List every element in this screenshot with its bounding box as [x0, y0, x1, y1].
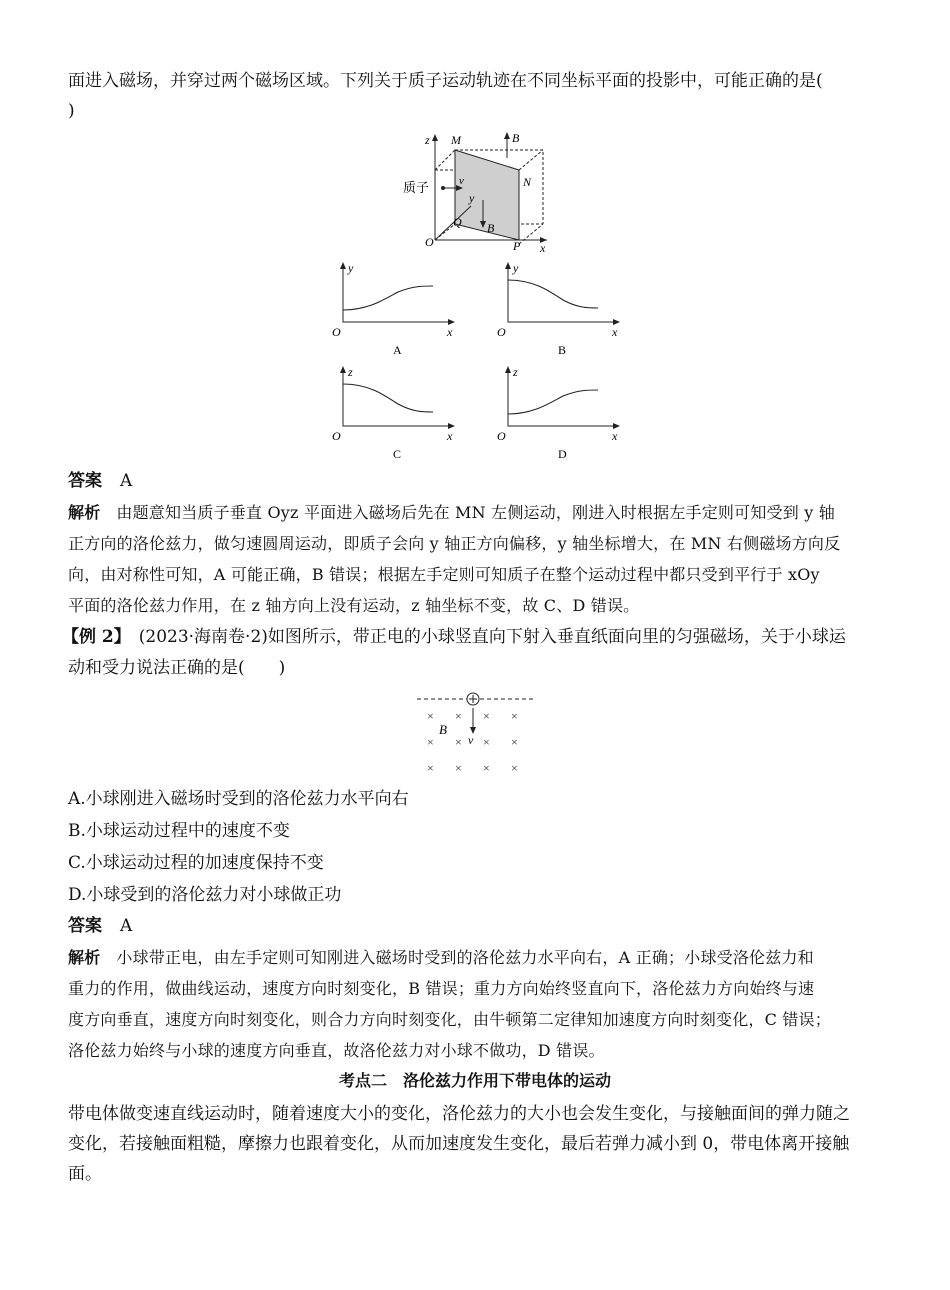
graph-y-axis-label: y: [513, 262, 519, 275]
field-cross: ×: [511, 709, 518, 723]
analysis-2-line-3: 度方向垂直，速度方向时刻变化，则合力方向时刻变化，由牛顿第二定律知加速度方向时刻变化，C 错误；: [68, 1010, 831, 1029]
analysis-1-line-4: 平面的洛伦兹力作用，在 z 轴方向上没有运动，z 轴坐标不变，故 C、D 错误。: [68, 596, 640, 615]
field-cross: ×: [455, 761, 462, 775]
option-d: D.小球受到的洛伦兹力对小球做正功: [68, 885, 342, 905]
body-line-1: 带电体做变速直线运动时，随着速度大小的变化，洛伦兹力的大小也会发生变化，与接触面间的弹力随之: [68, 1104, 850, 1124]
field-cross: ×: [511, 761, 518, 775]
option-graph-curve: [343, 286, 433, 310]
body-line-2: 变化，若接触面粗糙，摩擦力也跟着变化，从而加速度发生变化，最后若弹力减小到 0，带电体离开接触: [68, 1134, 850, 1154]
label-x: x: [540, 241, 546, 255]
intro-line-1: 面进入磁场，并穿过两个磁场区域。下列关于质子运动轨迹在不同坐标平面的投影中，可能正确的是(: [68, 71, 823, 91]
answer-2: [68, 915, 132, 937]
graph-letter-label: D: [558, 447, 567, 461]
graph-letter-label: A: [393, 343, 402, 357]
figure-3d-field: [395, 128, 565, 256]
answer-1-label: 答案: [68, 471, 102, 491]
analysis-2-line-4: 洛伦兹力始终与小球的速度方向垂直，故洛伦兹力对小球不做功，D 错误。: [68, 1041, 605, 1060]
analysis-1-line-3: 向，由对称性可知，A 可能正确，B 错误；根据左手定则可知质子在整个运动过程中都只受到平行于 xOy: [68, 565, 820, 584]
field-cross: ×: [427, 709, 434, 723]
graph-origin-label: O: [497, 325, 506, 339]
graph-origin-label: O: [497, 429, 506, 443]
graph-x-axis-label: x: [612, 325, 618, 339]
field-cross: ×: [455, 735, 462, 749]
field-cross: ×: [427, 761, 434, 775]
answer-1-value: A: [120, 471, 133, 491]
label-B-top: B: [512, 131, 520, 145]
section-title: 考点二 洛伦兹力作用下带电体的运动: [338, 1071, 611, 1090]
answer-1: [68, 470, 132, 492]
field-cross: ×: [483, 735, 490, 749]
example-2-line-2: 动和受力说法正确的是( ): [68, 658, 286, 678]
answer-2-value: A: [120, 916, 133, 936]
graph-y-axis-label: z: [513, 365, 518, 379]
body-line-3: 面。: [68, 1164, 102, 1184]
analysis-2-label: 解析: [68, 948, 101, 967]
field-cross: ×: [427, 735, 434, 749]
analysis-2-line-2: 重力的作用，做曲线运动，速度方向时刻变化，B 错误；重力方向始终竖直向下，洛伦兹力方向始终与速: [68, 979, 815, 998]
graph-origin-label: O: [332, 429, 341, 443]
analysis-1-line-2: 正方向的洛伦兹力，做匀速圆周运动，即质子会向 y 轴正方向偏移，y 轴坐标增大，在 MN 右侧磁场方向反: [68, 534, 841, 553]
option-graph-curve: [508, 390, 598, 414]
option-c: C.小球运动过程的加速度保持不变: [68, 853, 324, 873]
label-M: M: [451, 133, 461, 147]
label-N: N: [523, 175, 532, 189]
graph-x-axis-label: x: [612, 429, 618, 443]
label-B-bottom: B: [487, 221, 495, 235]
label-v-small: v: [468, 733, 474, 747]
field-cross: ×: [511, 735, 518, 749]
label-v: v: [459, 175, 464, 187]
graph-x-axis-label: x: [447, 325, 453, 339]
label-B: B: [439, 722, 447, 737]
label-z: z: [425, 133, 430, 147]
graph-y-axis-label: z: [348, 365, 353, 379]
graph-origin-label: O: [332, 325, 341, 339]
field-cross: ×: [455, 709, 462, 723]
option-graph-curve: [508, 280, 598, 308]
option-a: A.小球刚进入磁场时受到的洛伦兹力水平向右: [68, 789, 409, 809]
field-cross: ×: [483, 709, 490, 723]
option-graph-d: [497, 365, 620, 461]
option-graph-c: [332, 365, 455, 461]
label-Q: Q: [453, 215, 462, 229]
option-graph-b: [497, 262, 620, 357]
answer-2-label: 答案: [68, 916, 102, 936]
analysis-2-line-1: 解析 小球带正电，由左手定则可知刚进入磁场时受到的洛伦兹力水平向右，A 正确；小球受洛伦兹力和: [68, 948, 814, 967]
intro-line-2: ): [68, 101, 75, 121]
graph-letter-label: B: [558, 343, 567, 357]
field-cross: ×: [483, 761, 490, 775]
option-b: B.小球运动过程中的速度不变: [68, 821, 290, 841]
example-2-tag: 【例 2】: [62, 627, 131, 647]
label-proton: 质子: [403, 180, 430, 195]
graph-y-axis-label: y: [348, 262, 354, 275]
label-O: O: [425, 235, 434, 249]
label-P: P: [513, 239, 521, 253]
graph-letter-label: C: [393, 447, 402, 461]
example-2-line-1: 【例 2】 (2023·海南卷·2)如图所示，带正电的小球竖直向下射入垂直纸面向里的匀强磁场，关于小球运: [62, 627, 846, 647]
figure-field-into-page: [415, 688, 535, 778]
option-graph-a: [332, 262, 455, 357]
analysis-1-line-1: 解析 由题意知当质子垂直 Oyz 平面进入磁场后先在 MN 左侧运动，刚进入时根据左手定则可知受到 y 轴: [68, 503, 835, 522]
graph-x-axis-label: x: [447, 429, 453, 443]
option-graph-curve: [343, 384, 433, 412]
label-y: y: [469, 191, 475, 205]
analysis-1-label: 解析: [68, 503, 101, 522]
option-graphs: [325, 262, 625, 462]
